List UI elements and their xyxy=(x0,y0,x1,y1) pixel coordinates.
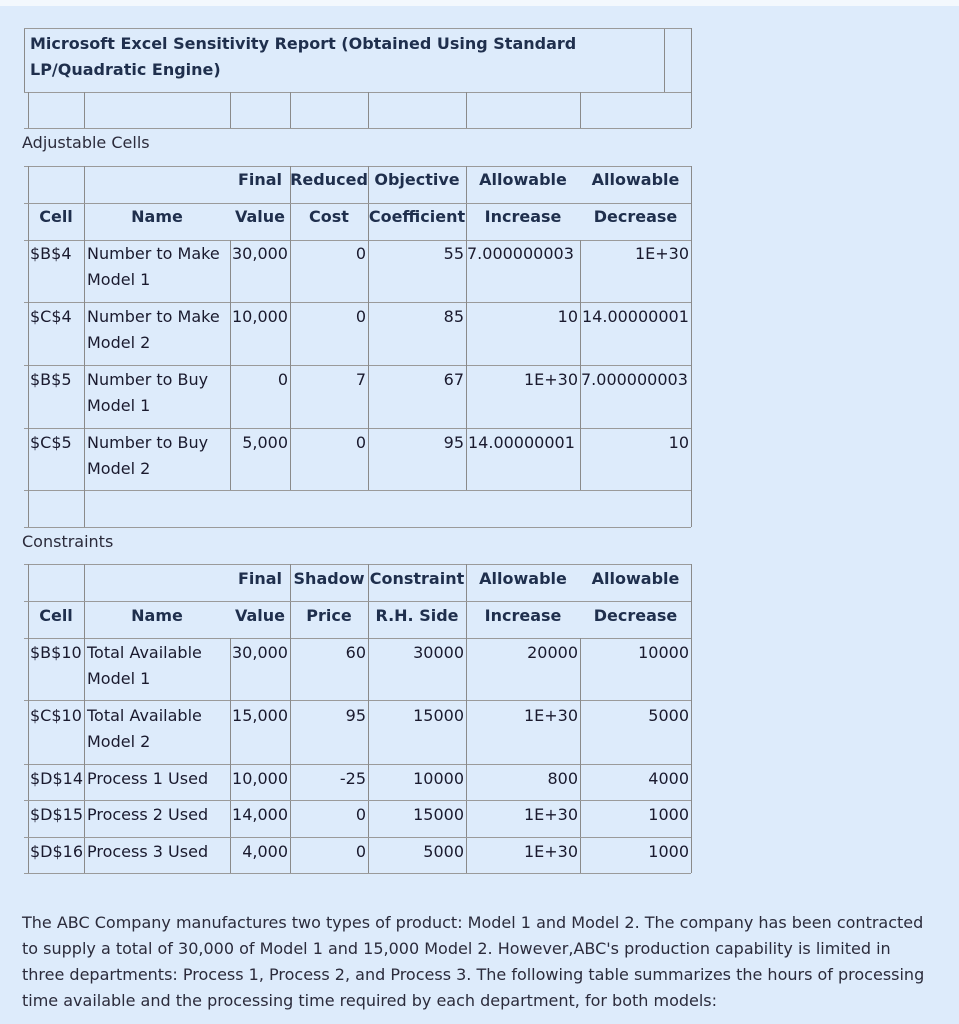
con-row1-decrease: 10000 xyxy=(638,643,689,662)
con-row2-increase: 1E+30 xyxy=(523,706,578,725)
adj-row2-reduced: 0 xyxy=(355,307,366,326)
con-row4-shadow: 0 xyxy=(355,805,366,824)
grid-line xyxy=(580,302,581,365)
con-header-shadow: Shadow xyxy=(293,569,365,588)
grid-line xyxy=(28,365,29,428)
adj-row3-cell: $B$5 xyxy=(30,370,72,389)
adjustable-cells-label: Adjustable Cells xyxy=(22,133,150,152)
grid-line xyxy=(24,873,691,874)
con-row2-name1: Total Available xyxy=(87,706,202,725)
grid-line xyxy=(691,700,692,764)
con-row4-cell: $D$15 xyxy=(30,805,84,824)
adj-row3-reduced: 7 xyxy=(355,370,366,389)
grid-line xyxy=(84,92,85,128)
con-row1-shadow: 60 xyxy=(345,643,366,662)
report-title-line2: LP/Quadratic Engine) xyxy=(30,60,221,79)
adj-row3-name2: Model 1 xyxy=(87,396,151,415)
adj-row1-name1: Number to Make xyxy=(87,244,220,263)
con-row5-increase: 1E+30 xyxy=(523,842,578,861)
grid-line xyxy=(466,428,467,490)
adj-row2-cell: $C$4 xyxy=(30,307,72,326)
adj-header-allowable-inc: Allowable xyxy=(479,170,567,189)
con-row1-name1: Total Available xyxy=(87,643,202,662)
con-row1-increase: 20000 xyxy=(527,643,578,662)
adj-row1-decrease: 1E+30 xyxy=(634,244,689,263)
title-border-right xyxy=(664,28,665,92)
con-row5-cell: $D$16 xyxy=(30,842,84,861)
adj-row1-name2: Model 1 xyxy=(87,270,151,289)
con-row3-increase: 800 xyxy=(547,769,578,788)
adj-header-reduced: Reduced xyxy=(290,170,368,189)
adj-row1-cell: $B$4 xyxy=(30,244,72,263)
con-row2-final: 15,000 xyxy=(232,706,288,725)
con-row1-cell: $B$10 xyxy=(30,643,82,662)
adj-header-final: Final xyxy=(237,170,283,189)
grid-line xyxy=(691,365,692,428)
grid-line xyxy=(28,302,29,365)
adj-row1-final: 30,000 xyxy=(232,244,288,263)
con-row5-decrease: 1000 xyxy=(648,842,689,861)
adj-row4-decrease: 10 xyxy=(668,433,689,452)
grid-line xyxy=(24,564,691,565)
con-row4-decrease: 1000 xyxy=(648,805,689,824)
con-header-constraint: Constraint xyxy=(369,569,465,588)
con-row4-rhs: 15000 xyxy=(413,805,464,824)
grid-line xyxy=(691,564,692,638)
adj-row1-objective: 55 xyxy=(443,244,464,263)
con-row4-final: 14,000 xyxy=(232,805,288,824)
con-header-cell: Cell xyxy=(39,606,73,625)
con-row4-increase: 1E+30 xyxy=(523,805,578,824)
grid-line xyxy=(84,302,85,365)
con-row4-name1: Process 2 Used xyxy=(87,805,209,824)
con-row5-final: 4,000 xyxy=(242,842,288,861)
grid-line xyxy=(691,92,692,128)
adj-row2-name1: Number to Make xyxy=(87,307,220,326)
grid-line xyxy=(230,92,231,128)
report-title-line1: Microsoft Excel Sensitivity Report (Obtained Using Standard xyxy=(30,34,577,53)
adj-header-increase: Increase xyxy=(484,207,562,226)
grid-line xyxy=(691,490,692,527)
con-header-name: Name xyxy=(131,606,183,625)
grid-line xyxy=(24,837,691,838)
con-row5-name1: Process 3 Used xyxy=(87,842,209,861)
con-row2-rhs: 15000 xyxy=(413,706,464,725)
grid-line xyxy=(84,428,85,490)
grid-line xyxy=(691,428,692,490)
con-header-allowable-inc: Allowable xyxy=(479,569,567,588)
con-row3-rhs: 10000 xyxy=(413,769,464,788)
con-header-value: Value xyxy=(234,606,286,625)
grid-line xyxy=(24,800,691,801)
adj-header-cell: Cell xyxy=(39,207,73,226)
title-border-top xyxy=(24,28,691,29)
con-row2-shadow: 95 xyxy=(345,706,366,725)
grid-line xyxy=(24,601,691,602)
con-row1-final: 30,000 xyxy=(232,643,288,662)
constraints-label: Constraints xyxy=(22,532,114,551)
con-row3-final: 10,000 xyxy=(232,769,288,788)
adj-row2-objective: 85 xyxy=(443,307,464,326)
adj-header-cost: Cost xyxy=(309,207,349,226)
adj-row2-decrease: 14.00000001 xyxy=(582,307,689,326)
grid-line xyxy=(24,92,691,93)
grid-line xyxy=(24,128,691,129)
con-header-rhs: R.H. Side xyxy=(375,606,459,625)
description-line: to supply a total of 30,000 of Model 1 and 15,000 Model 2. However,ABC's production capability is limited in xyxy=(22,939,891,958)
adj-row3-name1: Number to Buy xyxy=(87,370,209,389)
con-row2-decrease: 5000 xyxy=(648,706,689,725)
grid-line xyxy=(84,365,85,428)
adj-row4-increase: 14.00000001 xyxy=(468,433,575,452)
con-row1-name2: Model 1 xyxy=(87,669,151,688)
adj-header-name: Name xyxy=(131,207,183,226)
description-line: The ABC Company manufactures two types of product: Model 1 and Model 2. The company has been contracted xyxy=(22,913,924,932)
grid-line xyxy=(28,638,29,700)
grid-line xyxy=(691,302,692,365)
con-header-increase: Increase xyxy=(484,606,562,625)
title-border-left xyxy=(24,28,25,92)
description-line: three departments: Process 1, Process 2, and Process 3. The following table summarizes the hours of processing xyxy=(22,965,925,984)
adj-row3-decrease: 7.000000003 xyxy=(581,370,688,389)
grid-line xyxy=(24,428,691,429)
description-line: time available and the processing time required by each department, for both models: xyxy=(22,991,718,1010)
grid-line xyxy=(28,700,29,764)
adj-row3-objective: 67 xyxy=(443,370,464,389)
adj-row4-name1: Number to Buy xyxy=(87,433,209,452)
grid-line xyxy=(230,638,231,700)
con-row3-cell: $D$14 xyxy=(30,769,84,788)
grid-line xyxy=(290,92,291,128)
con-row5-shadow: 0 xyxy=(355,842,366,861)
grid-line xyxy=(28,490,29,527)
grid-line xyxy=(84,764,85,873)
adj-header-objective: Objective xyxy=(374,170,460,189)
adj-row4-name2: Model 2 xyxy=(87,459,151,478)
adj-row2-final: 10,000 xyxy=(232,307,288,326)
con-header-decrease: Decrease xyxy=(593,606,678,625)
problem-description xyxy=(22,910,942,1014)
grid-line xyxy=(28,240,29,302)
adj-row2-name2: Model 2 xyxy=(87,333,151,352)
grid-line xyxy=(24,638,691,639)
grid-line xyxy=(24,700,691,701)
adj-row1-reduced: 0 xyxy=(355,244,366,263)
adj-row4-cell: $C$5 xyxy=(30,433,72,452)
adj-header-allowable-dec: Allowable xyxy=(591,170,680,189)
grid-line xyxy=(28,764,29,873)
con-row3-decrease: 4000 xyxy=(648,769,689,788)
title-border-far-right xyxy=(691,28,692,92)
adj-row4-reduced: 0 xyxy=(355,433,366,452)
grid-line xyxy=(24,764,691,765)
grid-line xyxy=(28,92,29,128)
con-row3-shadow: -25 xyxy=(339,769,366,788)
adj-row2-increase: 10 xyxy=(557,307,578,326)
grid-line xyxy=(230,240,231,302)
grid-line xyxy=(24,302,691,303)
grid-line xyxy=(84,240,85,302)
adj-row1-increase: 7.000000003 xyxy=(467,244,574,263)
grid-line xyxy=(24,527,691,528)
grid-line xyxy=(84,700,85,764)
con-row1-rhs: 30000 xyxy=(413,643,464,662)
con-row2-name2: Model 2 xyxy=(87,732,151,751)
grid-line xyxy=(28,428,29,490)
adj-header-coefficient: Coefficient xyxy=(368,207,466,226)
con-row3-name1: Process 1 Used xyxy=(87,769,209,788)
grid-line xyxy=(230,302,231,365)
con-row2-cell: $C$10 xyxy=(30,706,82,725)
grid-line xyxy=(24,365,691,366)
grid-line xyxy=(84,638,85,700)
grid-line xyxy=(84,490,85,527)
grid-line xyxy=(691,764,692,873)
adj-header-value: Value xyxy=(234,207,286,226)
adj-row3-increase: 1E+30 xyxy=(523,370,578,389)
adj-header-decrease: Decrease xyxy=(593,207,678,226)
adj-row3-final: 0 xyxy=(277,370,288,389)
grid-line xyxy=(466,92,467,128)
grid-line xyxy=(24,490,691,491)
con-header-allowable-dec: Allowable xyxy=(591,569,680,588)
con-row5-rhs: 5000 xyxy=(423,842,464,861)
grid-line xyxy=(368,92,369,128)
con-header-final: Final xyxy=(237,569,283,588)
grid-line xyxy=(691,166,692,240)
con-header-price: Price xyxy=(306,606,352,625)
grid-line xyxy=(691,240,692,302)
grid-line xyxy=(580,92,581,128)
adj-row4-final: 5,000 xyxy=(242,433,288,452)
adj-row4-objective: 95 xyxy=(443,433,464,452)
grid-line xyxy=(691,638,692,700)
